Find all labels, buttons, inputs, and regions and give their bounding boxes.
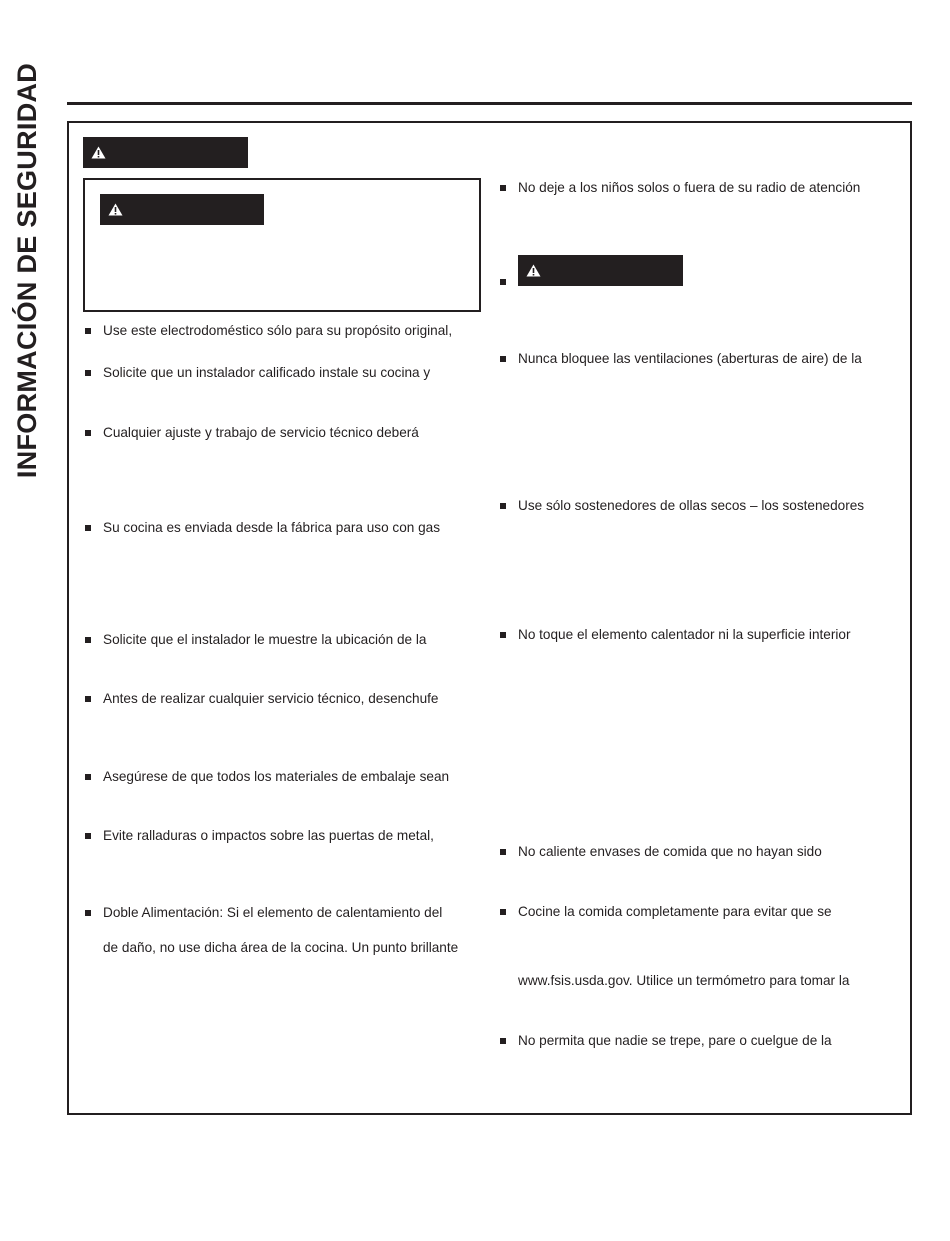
list-item: Use este electrodoméstico sólo para su propósito original, — [103, 323, 453, 338]
top-rule — [67, 102, 912, 105]
bullet-icon — [500, 1038, 506, 1044]
bullet-icon — [85, 637, 91, 643]
side-title-text: INFORMACIÓN DE SEGURIDAD — [12, 62, 43, 478]
list-item: Nunca bloquee las ventilaciones (aberturas de aire) de la — [518, 351, 862, 366]
list-item: Antes de realizar cualquier servicio técnico, desenchufe — [103, 691, 439, 706]
warning-triangle-icon — [108, 203, 123, 216]
list-item: No deje a los niños solos o fuera de su radio de atención — [518, 180, 861, 195]
list-item: Su cocina es enviada desde la fábrica para uso con gas — [103, 520, 441, 535]
bullet-icon — [85, 774, 91, 780]
bullet-icon — [85, 328, 91, 334]
list-item: Cocine la comida completamente para evitar que se — [518, 904, 832, 919]
bullet-icon — [85, 696, 91, 702]
list-item: Solicite que un instalador calificado instale su cocina y — [103, 365, 431, 380]
side-section-title — [11, 37, 45, 503]
list-item: No caliente envases de comida que no hayan sido — [518, 844, 822, 859]
bullet-icon — [500, 185, 506, 191]
bullet-icon — [85, 525, 91, 531]
bullet-icon — [500, 909, 506, 915]
list-item: Solicite que el instalador le muestre la ubicación de la — [103, 632, 427, 647]
list-item: Cualquier ajuste y trabajo de servicio técnico deberá — [103, 425, 419, 440]
list-item: No permita que nadie se trepe, pare o cuelgue de la — [518, 1033, 832, 1048]
list-item: Evite ralladuras o impactos sobre las puertas de metal, — [103, 828, 434, 843]
bullet-icon — [85, 370, 91, 376]
bullet-icon — [85, 910, 91, 916]
warning-triangle-icon — [526, 264, 541, 277]
list-item: Asegúrese de que todos los materiales de embalaje sean — [103, 769, 450, 784]
warning-banner-inner — [100, 194, 264, 225]
bullet-icon — [500, 849, 506, 855]
list-item: Doble Alimentación: Si el elemento de calentamiento del — [103, 905, 443, 920]
list-item-continuation: de daño, no use dicha área de la cocina. Un punto brillante — [103, 940, 459, 955]
warning-banner-right — [518, 255, 683, 286]
warning-triangle-icon — [91, 146, 106, 159]
list-item: No toque el elemento calentador ni la superficie interior — [518, 627, 851, 642]
list-item: Use sólo sostenedores de ollas secos – los sostenedores — [518, 498, 865, 513]
warning-banner-main — [83, 137, 248, 168]
list-item-continuation: www.fsis.usda.gov. Utilice un termómetro para tomar la — [518, 973, 850, 988]
bullet-icon — [500, 632, 506, 638]
bullet-icon — [85, 833, 91, 839]
bullet-icon — [500, 503, 506, 509]
bullet-icon — [85, 430, 91, 436]
bullet-icon — [500, 356, 506, 362]
bullet-icon — [500, 279, 506, 285]
